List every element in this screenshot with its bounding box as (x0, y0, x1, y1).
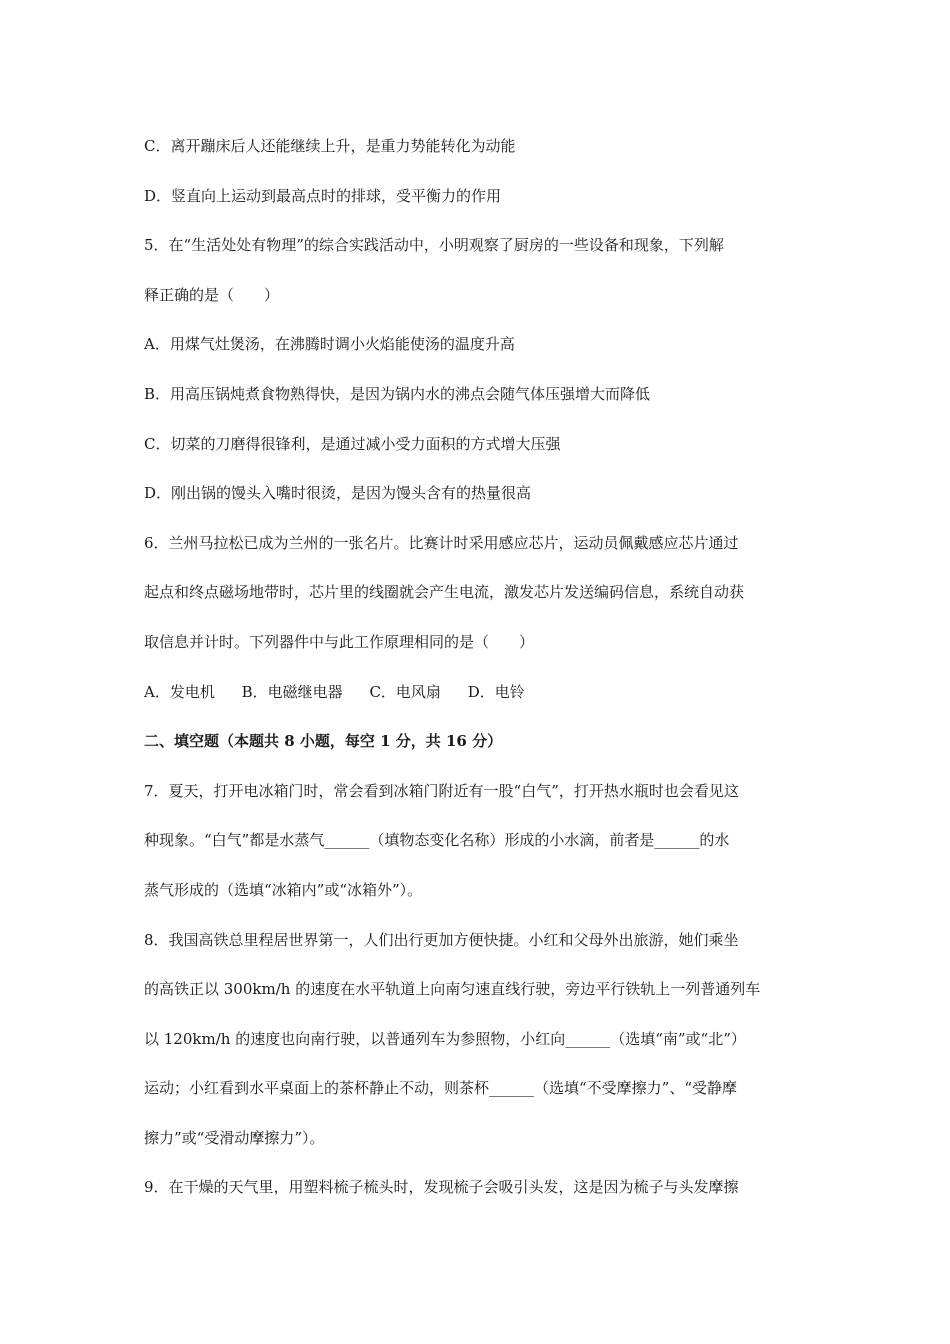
q8-line5: 擦力”或“受滑动摩擦力”）。 (144, 1128, 325, 1147)
q6-option-c: C．电风扇 (369, 682, 441, 701)
q6-option-a: A．发电机 (144, 682, 215, 701)
section2-heading: 二、填空题（本题共 8 小题，每空 1 分，共 16 分） (144, 732, 503, 751)
q6-stem-line2: 起点和终点磁场地带时，芯片里的线圈就会产生电流，激发芯片发送编码信息，系统自动获 (144, 583, 745, 602)
q8-line2: 的高铁正以 300km/h 的速度在水平轨道上向南匀速直线行驶，旁边平行铁轨上一列普通列车 (144, 980, 761, 999)
q5-option-d: D．刚出锅的馒头入嘴时很烫，是因为馒头含有的热量很高 (144, 484, 532, 503)
exam-page (144, 122, 814, 1213)
q4-option-d: D．竖直向上运动到最高点时的排球，受平衡力的作用 (144, 186, 502, 205)
q8-line3: 以 120km/h 的速度也向南行驶，以普通列车为参照物，小红向______（选填“南”或“北”） (144, 1029, 746, 1048)
q5-stem-line2: 释正确的是（ ） (144, 285, 280, 304)
q6-option-d: D．电铃 (467, 682, 525, 701)
q4-option-c: C．离开蹦床后人还能继续上升，是重力势能转化为动能 (144, 137, 516, 155)
q6-stem-line1: 6．兰州马拉松已成为兰州的一张名片。比赛计时采用感应芯片，运动员佩戴感应芯片通过 (144, 533, 739, 552)
q8-line1: 8．我国高铁总里程居世界第一，人们出行更加方便快捷。小红和父母外出旅游，她们乘坐 (144, 930, 739, 949)
q9-line1: 9．在干燥的天气里，用塑料梳子梳头时，发现梳子会吸引头发，这是因为梳子与头发摩擦 (144, 1178, 739, 1197)
q5-option-b: B．用高压锅炖煮食物熟得快，是因为锅内水的沸点会随气体压强增大而降低 (144, 384, 651, 403)
q5-stem-line1: 5．在“生活处处有物理”的综合实践活动中，小明观察了厨房的一些设备和现象，下列解 (144, 236, 724, 255)
q7-line3: 蒸气形成的（选填“冰箱内”或“冰箱外”）。 (144, 880, 423, 899)
q6-option-b: B．电磁继电器 (241, 682, 343, 701)
q5-option-c: C．切菜的刀磨得很锋利，是通过减小受力面积的方式增大压强 (144, 434, 561, 453)
q7-line2: 种现象。“白气”都是水蒸气______（填物态变化名称）形成的小水滴，前者是______的水 (144, 831, 730, 850)
q8-line4: 运动；小红看到水平桌面上的茶杯静止不动，则茶杯______（选填“不受摩擦力”、“受静摩 (144, 1079, 738, 1098)
q6-options (144, 668, 814, 718)
q6-stem-line3: 取信息并计时。下列器件中与此工作原理相同的是（ ） (144, 632, 535, 651)
q5-option-a: A．用煤气灶煲汤，在沸腾时调小火焰能使汤的温度升高 (144, 335, 515, 354)
q7-line1: 7．夏天，打开电冰箱门时，常会看到冰箱门附近有一股“白气”，打开热水瓶时也会看见这 (144, 781, 739, 800)
